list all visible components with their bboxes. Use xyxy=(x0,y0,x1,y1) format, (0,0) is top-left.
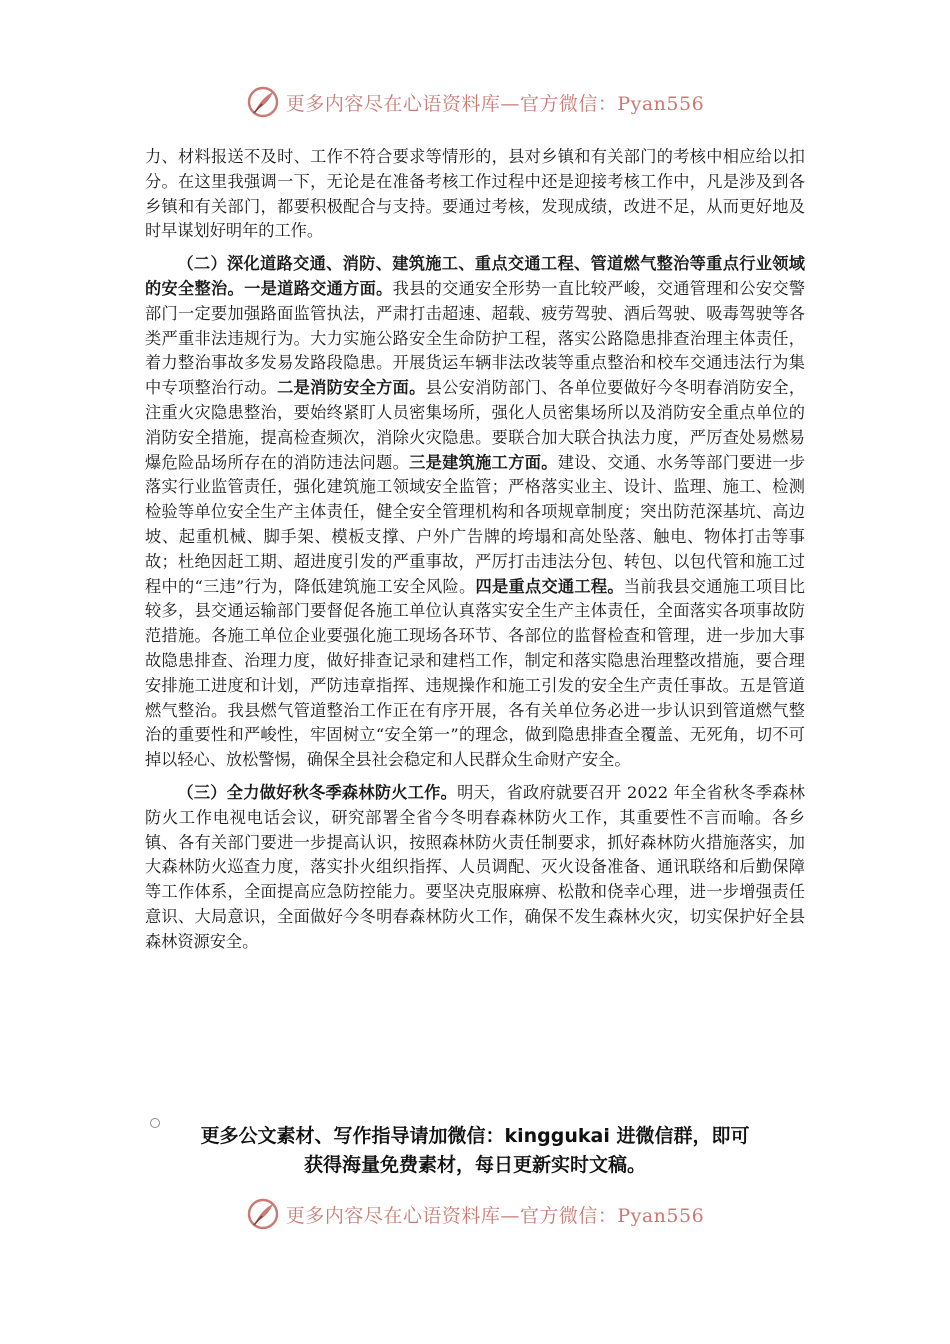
text-run: 力、材料报送不及时、工作不符合要求等情形的，县对乡镇和有关部门的考核中相应给以扣分。在这里我强调一下，无论是在准备考核工作过程中还是迎接考核工作中，凡是涉及到各乡镇和有关部门，都要积极配合与支持。要通过考核，发现成绩，改进不足，从而更好地及时早谋划好明年的工作。 xyxy=(145,147,805,241)
promo-line-2: 获得海量免费素材，每日更新实时文稿。 xyxy=(303,1154,646,1176)
section-heading: （二）深化道路交通、消防、建筑施工、重点交通工程、管道燃气整治等重点行业领域的安全整治。 xyxy=(145,254,805,298)
paragraph-section-two xyxy=(145,252,805,773)
document-body xyxy=(145,145,805,955)
watermark-text: 更多内容尽在心语资料库—官方微信：Pyan556 xyxy=(285,1204,705,1227)
promo-line-1: 更多公文素材、写作指导请加微信：kinggukai 进微信群，即可 xyxy=(200,1125,750,1147)
footer-watermark xyxy=(0,1194,950,1234)
text-run: 明天，省政府就要召开 2022 年全省秋冬季森林防火工作电视电话会议，研究部署全省今冬明春森林防火工作，其重要性不言而喻。各乡镇、各有关部门要进一步提高认识，按照森林防火责任制要求，抓好森林防火措施落实，加大森林防火巡查力度，落实扑火组织指挥、人员调配、灭火设备准备、通讯联络和后勤保障等工作体系，全面提高应急防控能力。要坚决克服麻痹、松散和侥幸心理，进一步增强责任意识、大局意识，全面做好今冬明春森林防火工作，确保不发生森林火灾，切实保护好全县森林资源安全。 xyxy=(145,782,805,951)
subsection-heading: 四是重点交通工程。 xyxy=(475,576,624,596)
text-run: 当前我县交通施工项目比较多，县交通运输部门要督促各施工单位认真落实安全生产主体责任，全面落实各项事故防范措施。各施工单位企业要强化施工现场各环节、各部位的监督检查和管理，进一步加大事故隐患排查、治理力度，做好排查记录和建档工作，制定和落实隐患治理整改措施，要合理安排施工进度和计划，严防违章指挥、违规操作和施工引发的安全生产责任事故。五是管道燃气整治。我县燃气管道整治工作正在有序开展，各有关单位务必进一步认识到管道燃气整治的重要性和严峻性，牢固树立“安全第一”的理念，做到隐患排查全覆盖、无死角，切不可掉以轻心、放松警惕，确保全县社会稳定和人民群众生命财产安全。 xyxy=(145,576,805,770)
feather-pen-logo-icon xyxy=(246,1197,280,1231)
paragraph-section-three xyxy=(145,781,805,955)
subsection-heading: 二是消防安全方面。 xyxy=(277,378,426,398)
subsection-heading: 一是道路交通方面。 xyxy=(244,278,393,298)
subsection-heading: 三是建筑施工方面。 xyxy=(409,452,558,472)
header-watermark xyxy=(0,82,950,122)
text-run: 县公安消防部门、各单位要做好今冬明春消防安全，注重火灾隐患整治，要始终紧盯人员密集场所，强化人员密集场所以及消防安全重点单位的消防安全措施，提高检查频次，消除火灾隐患。要联合加大联合执法力度，严厉查处易燃易爆危险品场所存在的消防违法问题。 xyxy=(145,378,806,472)
feather-pen-logo-icon xyxy=(246,85,280,119)
text-run: 建设、交通、水务等部门要进一步落实行业监管责任，强化建筑施工领域安全监管；严格落实业主、设计、监理、施工、检测检验等单位安全生产主体责任，健全安全管理机构和各项规章制度；突出防范深基坑、高边坡、起重机械、脚手架、模板支撑、户外广告牌的垮塌和高处坠落、触电、物体打击等事故；杜绝因赶工期、超进度引发的严重事故，严厉打击违法分包、转包、以包代管和施工过程中的“三违”行为，降低建筑施工安全风险。 xyxy=(145,452,806,596)
watermark-text: 更多内容尽在心语资料库—官方微信：Pyan556 xyxy=(285,92,705,115)
promo-notice xyxy=(130,1122,820,1180)
paragraph-continuation xyxy=(145,145,805,244)
section-heading: （三）全力做好秋冬季森林防火工作。 xyxy=(177,782,458,802)
text-run: 我县的交通安全形势一直比较严峻，交通管理和公安交警部门一定要加强路面监管执法，严肃打击超速、超载、疲劳驾驶、酒后驾驶、吸毒驾驶等各类严重非法违规行为。大力实施公路安全生命防护工程，落实公路隐患排查治理主体责任，着力整治事故多发易发路段隐患。开展货运车辆非法改装等重点整治和校车交通违法行为集中专项整治行动。 xyxy=(145,278,806,398)
